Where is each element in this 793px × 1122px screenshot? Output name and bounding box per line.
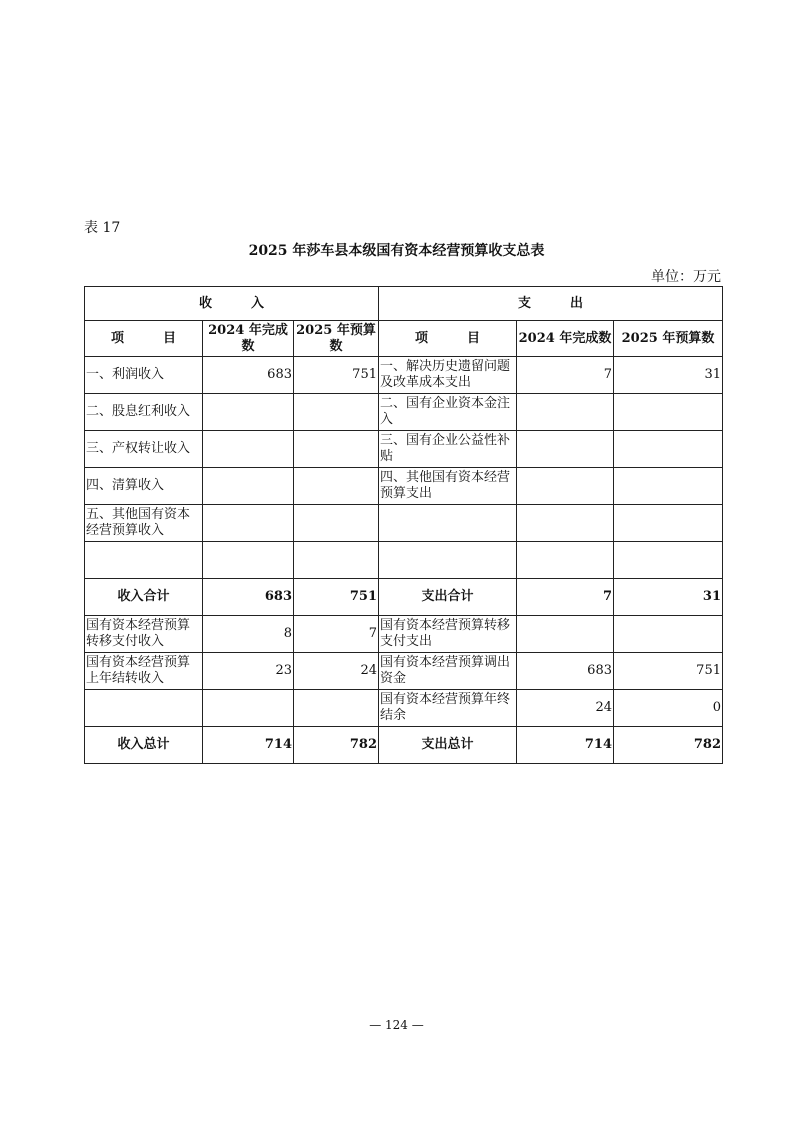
cell-inc-2024 <box>203 542 294 579</box>
income-item-header: 项 目 <box>85 321 203 357</box>
cell-inc-item: 二、股息红利收入 <box>85 394 203 431</box>
table-row <box>85 727 723 764</box>
expense-2024-header: 2024 年完成数 <box>517 321 614 357</box>
cell-exp-2024 <box>517 394 614 431</box>
cell-exp-2024 <box>517 542 614 579</box>
table-row <box>85 394 723 431</box>
table-row <box>85 357 723 394</box>
cell-exp-item: 支出合计 <box>379 579 517 616</box>
table-title: 2025 年莎车县本级国有资本经营预算收支总表 <box>248 243 545 259</box>
expense-item-header: 项 目 <box>379 321 517 357</box>
cell-inc-item: 四、清算收入 <box>85 468 203 505</box>
cell-inc-2025: 782 <box>294 727 379 764</box>
income-section-header: 收 入 <box>85 287 379 321</box>
table-row <box>85 579 723 616</box>
cell-exp-2024: 714 <box>517 727 614 764</box>
cell-exp-item: 国有资本经营预算调出资金 <box>379 653 517 690</box>
cell-inc-2024 <box>203 468 294 505</box>
income-2024-header: 2024 年完成数 <box>203 321 294 357</box>
cell-inc-item: 五、其他国有资本经营预算收入 <box>85 505 203 542</box>
cell-inc-item <box>85 542 203 579</box>
cell-inc-item: 收入合计 <box>85 579 203 616</box>
budget-table <box>84 286 723 764</box>
cell-exp-item: 三、国有企业公益性补贴 <box>379 431 517 468</box>
cell-exp-item: 一、解决历史遗留问题及改革成本支出 <box>379 357 517 394</box>
cell-exp-item: 国有资本经营预算年终结余 <box>379 690 517 727</box>
expense-2025-header: 2025 年预算数 <box>614 321 723 357</box>
table-row <box>85 468 723 505</box>
cell-exp-2025 <box>614 468 723 505</box>
table-row <box>85 616 723 653</box>
cell-inc-2024: 8 <box>203 616 294 653</box>
cell-exp-2025 <box>614 431 723 468</box>
cell-exp-2025: 0 <box>614 690 723 727</box>
cell-exp-2025: 782 <box>614 727 723 764</box>
cell-exp-item: 国有资本经营预算转移支付支出 <box>379 616 517 653</box>
cell-inc-2024 <box>203 431 294 468</box>
cell-exp-2025: 31 <box>614 357 723 394</box>
column-header-row <box>85 321 723 357</box>
cell-exp-2025: 751 <box>614 653 723 690</box>
expense-section-header: 支 出 <box>379 287 723 321</box>
cell-exp-item: 支出总计 <box>379 727 517 764</box>
cell-exp-item <box>379 505 517 542</box>
section-header-row <box>85 287 723 321</box>
cell-inc-item <box>85 690 203 727</box>
table-row <box>85 690 723 727</box>
table-row <box>85 653 723 690</box>
cell-inc-2024 <box>203 394 294 431</box>
cell-exp-2024: 7 <box>517 357 614 394</box>
cell-inc-item: 三、产权转让收入 <box>85 431 203 468</box>
cell-inc-item: 国有资本经营预算上年结转收入 <box>85 653 203 690</box>
cell-inc-item: 收入总计 <box>85 727 203 764</box>
cell-inc-2025: 751 <box>294 357 379 394</box>
cell-inc-2024 <box>203 690 294 727</box>
cell-inc-2025 <box>294 468 379 505</box>
cell-inc-2025: 7 <box>294 616 379 653</box>
cell-inc-item: 国有资本经营预算转移支付收入 <box>85 616 203 653</box>
cell-exp-2025: 31 <box>614 579 723 616</box>
cell-inc-2024: 714 <box>203 727 294 764</box>
table-row <box>85 542 723 579</box>
cell-exp-item <box>379 542 517 579</box>
cell-exp-2024: 7 <box>517 579 614 616</box>
cell-exp-2025 <box>614 394 723 431</box>
cell-inc-2024: 683 <box>203 357 294 394</box>
cell-inc-2024 <box>203 505 294 542</box>
cell-exp-2024: 683 <box>517 653 614 690</box>
cell-inc-2024: 683 <box>203 579 294 616</box>
cell-inc-item: 一、利润收入 <box>85 357 203 394</box>
cell-inc-2024: 23 <box>203 653 294 690</box>
cell-exp-2025 <box>614 616 723 653</box>
cell-exp-2024: 24 <box>517 690 614 727</box>
cell-inc-2025: 751 <box>294 579 379 616</box>
cell-inc-2025 <box>294 505 379 542</box>
cell-exp-2024 <box>517 505 614 542</box>
cell-exp-2025 <box>614 505 723 542</box>
cell-inc-2025 <box>294 431 379 468</box>
table-number: 表 17 <box>84 220 121 236</box>
table-row <box>85 505 723 542</box>
cell-inc-2025 <box>294 690 379 727</box>
cell-exp-2024 <box>517 468 614 505</box>
cell-inc-2025 <box>294 394 379 431</box>
cell-inc-2025: 24 <box>294 653 379 690</box>
unit-label: 单位：万元 <box>651 269 721 285</box>
cell-exp-item: 四、其他国有资本经营预算支出 <box>379 468 517 505</box>
cell-exp-2024 <box>517 616 614 653</box>
page-number: — 124 — <box>369 1018 424 1032</box>
cell-inc-2025 <box>294 542 379 579</box>
cell-exp-2024 <box>517 431 614 468</box>
cell-exp-item: 二、国有企业资本金注入 <box>379 394 517 431</box>
table-row <box>85 431 723 468</box>
cell-exp-2025 <box>614 542 723 579</box>
budget-table-body <box>85 287 723 764</box>
income-2025-header: 2025 年预算数 <box>294 321 379 357</box>
